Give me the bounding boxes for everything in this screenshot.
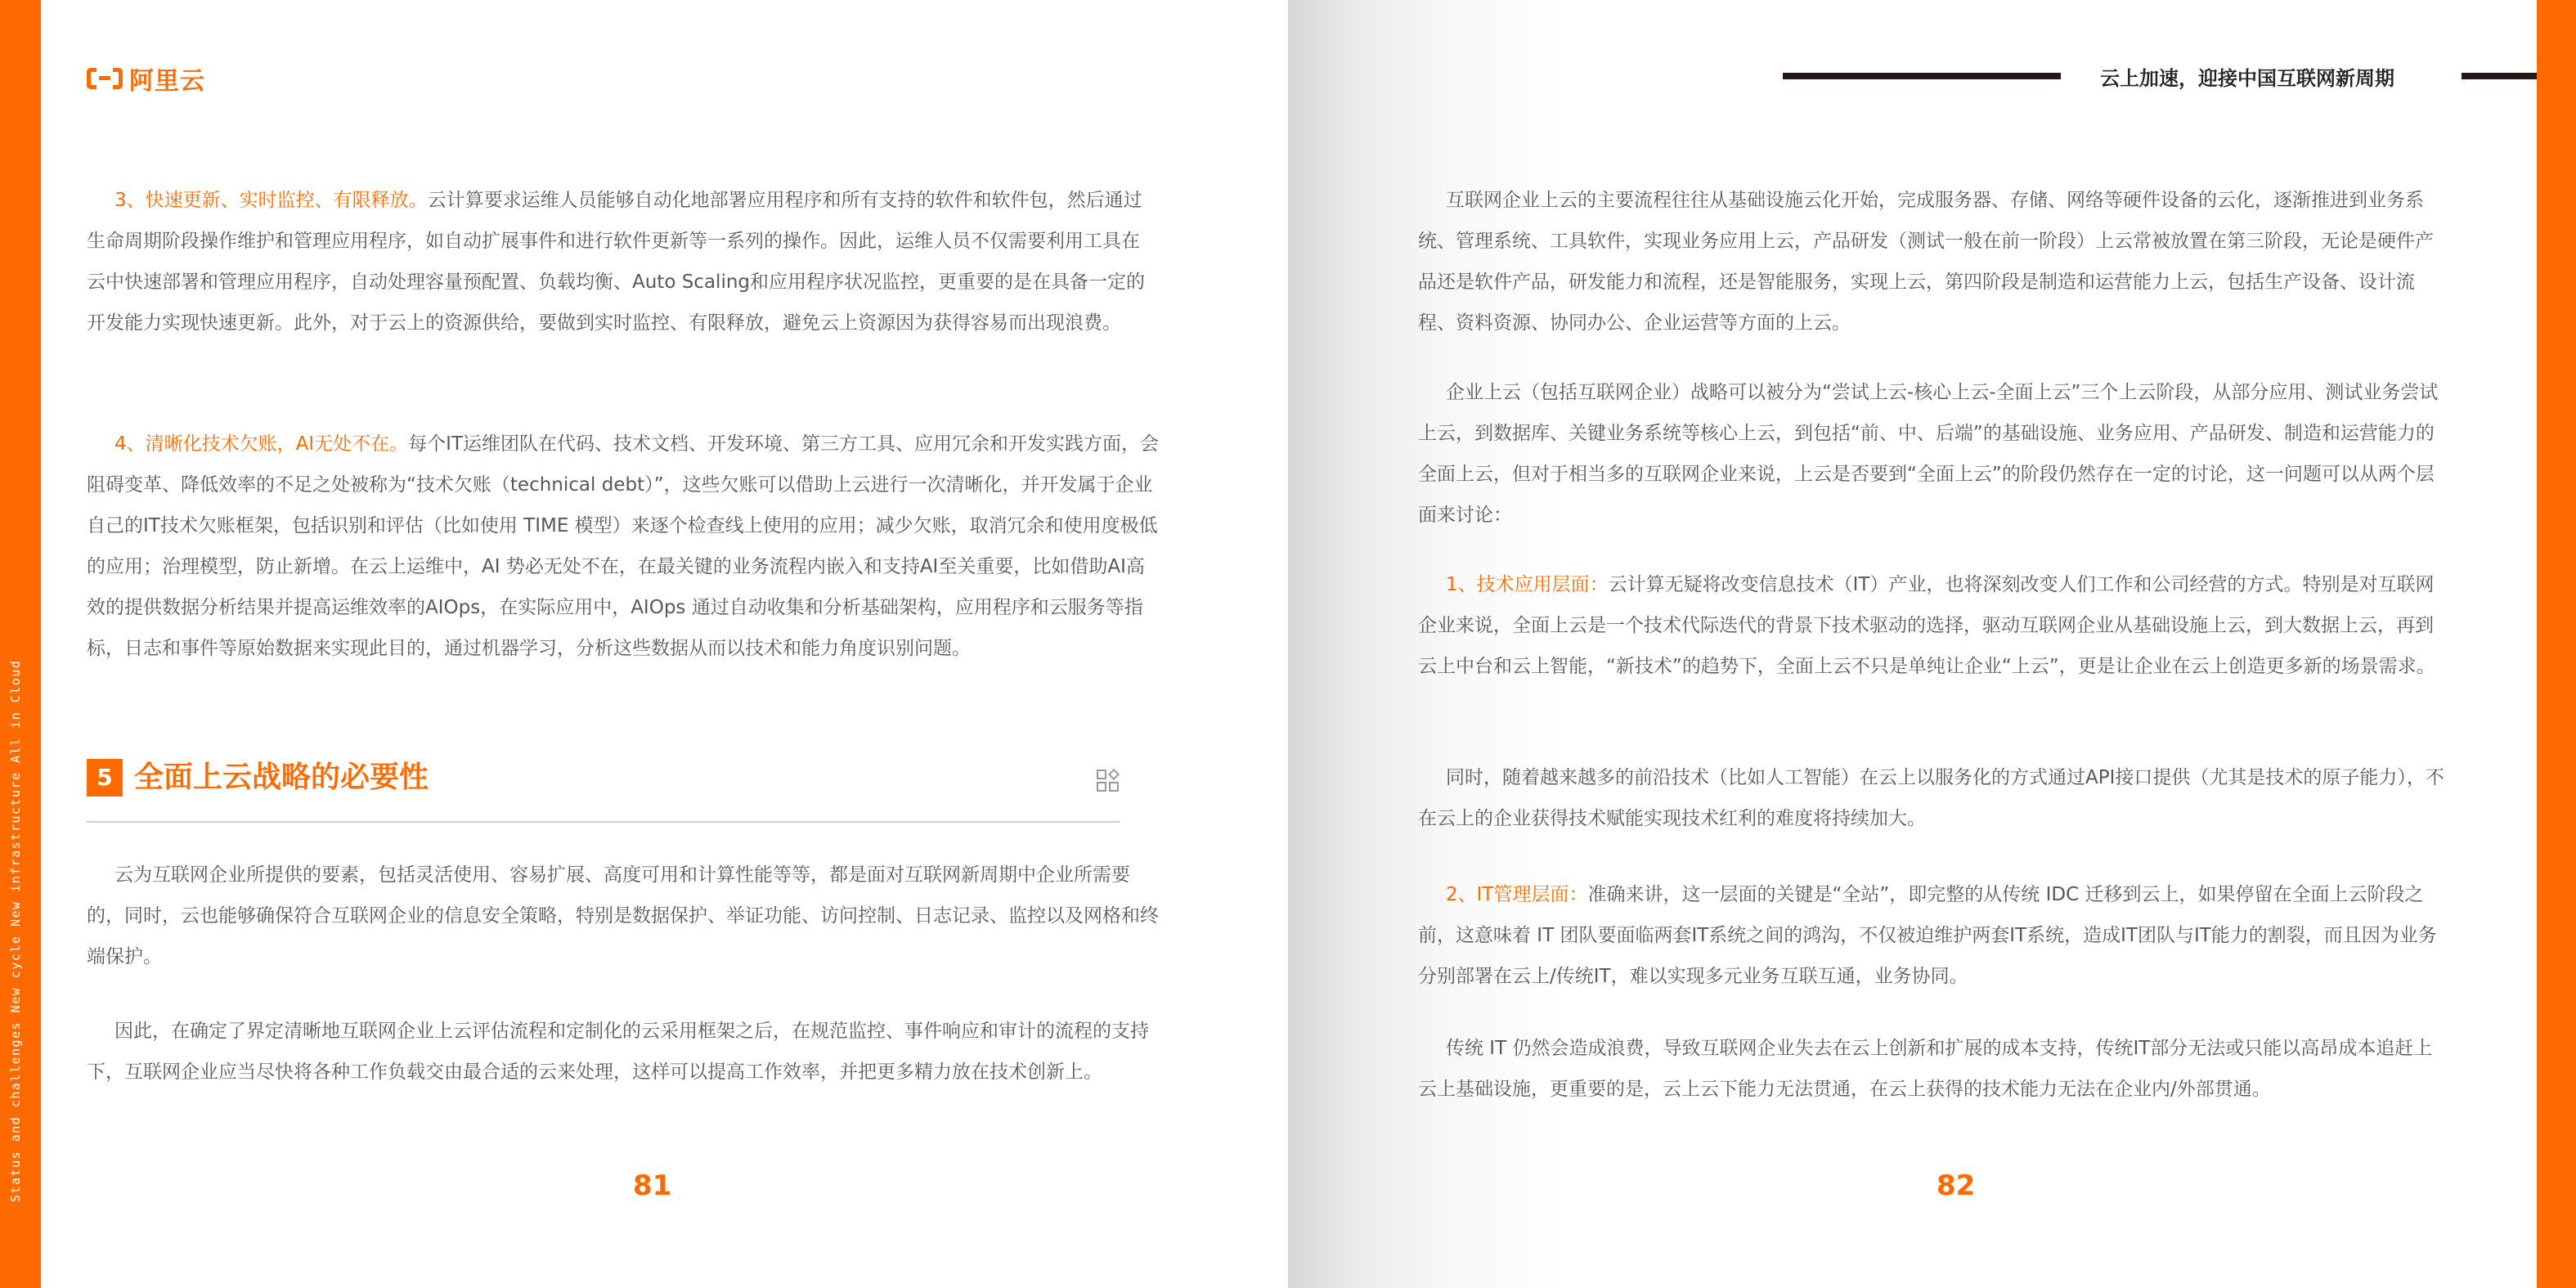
header-rule-left — [1783, 73, 2061, 79]
paragraph-text: 准确来讲，这一层面的关键是“全站”，即完整的从传统 IDC 迁移到云上，如果停留在全面上云阶段之前，这意味着 IT 团队要面临两套IT系统之间的鸿沟，不仅被迫维护两套IT系统，造成IT团队与IT能力的割裂，而且因为业务分别部署在云上/传统IT，难以实现多元业务互联互通，业务协同。 — [1418, 884, 2437, 987]
left-body-paragraph-1: 云为互联网企业所提供的要素，包括灵活使用、容易扩展、高度可用和计算性能等等，都是面对互联网新周期中企业所需要的，同时，云也能够确保符合互联网企业的信息安全策略，特别是数据保护、举证功能、访问控制、日志记录、监控以及网格和终端保护。 — [87, 864, 1159, 967]
section-title: 全面上云战略的必要性 — [134, 761, 429, 794]
left-body-paragraph-2: 因此，在确定了界定清晰地互联网企业上云评估流程和定制化的云采用框架之后，在规范监控、事件响应和审计的流程的支持下，互联网企业应当尽快将各种工作负载交由最合适的云来处理，这样可以提高工作效率，并把更多精力放在技术创新上。 — [87, 1021, 1149, 1083]
section-number: 5 — [87, 759, 123, 797]
header-rule-right — [2462, 73, 2537, 79]
right-paragraph-4 — [1418, 757, 2448, 839]
paragraph-text: 互联网企业上云的主要流程往往从基础设施云化开始，完成服务器、存储、网络等硬件设备的云化，逐渐推进到业务系统、管理系统、工具软件，实现业务应用上云，产品研发（测试一般在前一阶段）上云常被放置在第三阶段，无论是硬件产品还是软件产品，研发能力和流程，还是智能服务，实现上云，第四阶段是制造和运营能力上云，包括生产设备、设计流程、资料资源、协同办公、企业运营等方面的上云。 — [1418, 190, 2434, 334]
aliyun-logo — [87, 61, 205, 96]
paragraph-lead: 4、清晰化技术欠账，AI无处不在。 — [114, 433, 409, 455]
paragraph-text: 同时，随着越来越多的前沿技术（比如人工智能）在云上以服务化的方式通过API接口提供（尤其是技术的原子能力），不在云上的企业获得技术赋能实现技术红利的难度将持续加大。 — [1418, 767, 2444, 829]
right-paragraph-1 — [1418, 180, 2448, 343]
paragraph-lead: 2、IT管理层面： — [1446, 884, 1588, 905]
paragraph-text: 企业上云（包括互联网企业）战略可以被分为“尝试上云-核心上云-全面上云”三个上云阶段，从部分应用、测试业务尝试上云，到数据库、关键业务系统等核心上云，到包括“前、中、后端”的基础设施、业务应用、产品研发、制造和运营能力的全面上云，但对于相当多的互联网企业来说，上云是否要到“全面上云”的阶段仍然存在一定的讨论，这一问题可以从两个层面来讨论： — [1418, 382, 2439, 526]
left-paragraph-1 — [87, 180, 1147, 343]
side-tagline: Status and challenges New cycle New infrastructure All in Cloud — [8, 659, 23, 1202]
paragraph-lead: 3、快速更新、实时监控、有限释放。 — [114, 190, 428, 211]
right-orange-bar — [2537, 0, 2576, 1288]
right-paragraph-5 — [1418, 874, 2448, 997]
section-heading — [87, 759, 1120, 823]
page-number-left: 81 — [633, 1169, 672, 1202]
paragraph-text: 云计算要求运维人员能够自动化地部署应用程序和所有支持的软件和软件包，然后通过生命周期阶段操作维护和管理应用程序，如自动扩展事件和进行软件更新等一系列的操作。因此，运维人员不仅需要利用工具在云中快速部署和管理应用程序，自动处理容量预配置、负载均衡、Auto Scaling和应用程序状况监控，更重要的是在具备一定的开发能力实现快速更新。此外，对于云上的资源供给，要做到实时监控、有限释放，避免云上资源因为获得容易而出现浪费。 — [87, 190, 1146, 334]
right-paragraph-2 — [1418, 372, 2448, 536]
running-header-title: 云上加速，迎接中国互联网新周期 — [2100, 67, 2394, 90]
paragraph-text: 云计算无疑将改变信息技术（IT）产业，也将深刻改变人们工作和公司经营的方式。特别是对互联网企业来说，全面上云是一个技术代际迭代的背景下技术驱动的选择，驱动互联网企业从基础设施上云，到大数据上云，再到云上中台和云上智能，“新技术”的趋势下，全面上云不只是单纯让企业“上云”，更是让企业在云上创造更多新的场景需求。 — [1418, 574, 2435, 677]
paragraph-text: 每个IT运维团队在代码、技术文档、开发环境、第三方工具、应用冗余和开发实践方面，会阻碍变革、降低效率的不足之处被称为“技术欠账（technical debt）”，这些欠账可以借助上云进行一次清晰化，并开发属于企业自己的IT技术欠账框架，包括识别和评估（比如使用 TIME 模型）来逐个检查线上使用的应用；减少欠账，取消冗余和使用度极低的应用；治理模型，防止新增。在云上运维中，AI 势必无处不在，在最关键的业务流程内嵌入和支持AI至关重要，比如借助AI高效的提供数据分析结果并提高运维效率的AIOps，在实际应用中，AIOps 通过自动收集和分析基础架构，应用程序和云服务等指标，日志和事件等原始数据来实现此目的，通过机器学习，分析这些数据从而以技术和能力角度识别问题。 — [87, 433, 1159, 659]
paragraph-text: 传统 IT 仍然会造成浪费，导致互联网企业失去在云上创新和扩展的成本支持，传统IT部分无法或只能以高昂成本追赶上云上基础设施，更重要的是，云上云下能力无法贯通，在云上获得的技术能力无法在企业内/外部贯通。 — [1418, 1038, 2433, 1100]
aliyun-logo-icon — [87, 68, 123, 89]
page-number-right: 82 — [1936, 1169, 1976, 1202]
grid-icon — [1096, 769, 1120, 793]
right-paragraph-6 — [1418, 1028, 2448, 1110]
paragraph-lead: 1、技术应用层面： — [1446, 574, 1609, 595]
left-paragraph-2 — [87, 424, 1160, 669]
logo-text: 阿里云 — [129, 67, 205, 96]
right-paragraph-3 — [1418, 564, 2448, 687]
